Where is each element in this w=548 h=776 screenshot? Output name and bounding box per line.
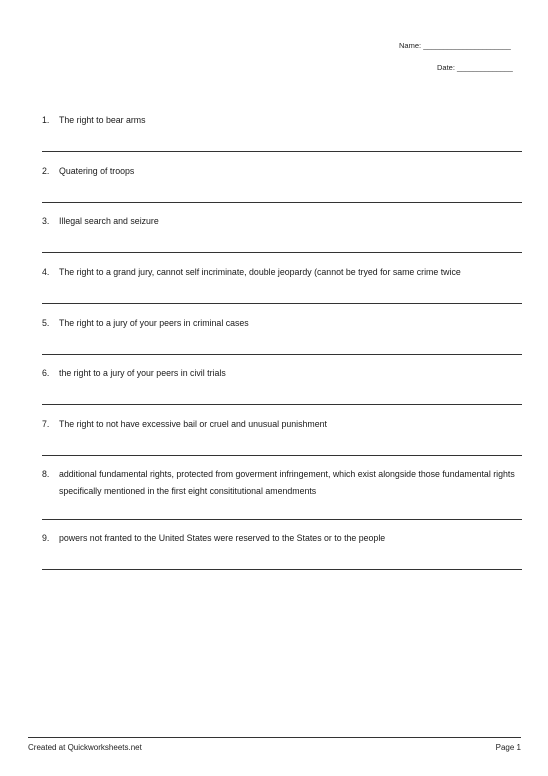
date-blank[interactable]: ______________ [457,63,513,72]
date-field[interactable] [437,63,513,72]
question-text: The right to a grand jury, cannot self incriminate, double jeopardy (cannot be tryed for same crime twice [59,267,461,277]
question-number: 1. [42,115,50,125]
question-1 [42,112,522,129]
question-number: 7. [42,419,50,429]
question-4 [42,264,522,281]
question-7 [42,416,522,433]
question-number: 4. [42,267,50,277]
answer-line-3[interactable] [42,252,522,253]
question-8 [42,466,522,500]
question-text: The right to a jury of your peers in criminal cases [59,318,249,328]
question-text: The right to bear arms [59,115,146,125]
answer-line-8[interactable] [42,519,522,520]
answer-line-5[interactable] [42,354,522,355]
question-text: The right to not have excessive bail or cruel and unusual punishment [59,419,327,429]
question-text: powers not franted to the United States were reserved to the States or to the people [59,533,386,543]
question-text: additional fundamental rights, protected from goverment infringement, which exist alongside those fundamental rights specifically mentioned in the first eight consititutional amendments [59,469,515,496]
answer-line-4[interactable] [42,303,522,304]
date-label: Date: [437,63,455,72]
question-number: 2. [42,166,50,176]
question-number: 9. [42,533,50,543]
question-9 [42,530,522,547]
name-label: Name: [399,41,422,50]
question-text: Illegal search and seizure [59,216,159,226]
question-3 [42,213,522,230]
answer-line-9[interactable] [42,569,522,570]
name-blank[interactable]: ______________________ [423,41,511,50]
footer-credit: Created at Quickworksheets.net [28,743,142,752]
page-number: Page 1 [495,743,521,752]
answer-line-6[interactable] [42,404,522,405]
question-number: 6. [42,368,50,378]
answer-line-1[interactable] [42,151,522,152]
answer-line-2[interactable] [42,202,522,203]
question-text: Quatering of troops [59,166,135,176]
question-5 [42,315,522,332]
question-number: 5. [42,318,50,328]
question-number: 3. [42,216,50,226]
question-6 [42,365,522,382]
answer-line-7[interactable] [42,455,522,456]
question-2 [42,163,522,180]
name-field[interactable] [399,41,511,50]
question-text: the right to a jury of your peers in civil trials [59,368,226,378]
footer-divider [28,737,521,738]
question-number: 8. [42,469,50,479]
